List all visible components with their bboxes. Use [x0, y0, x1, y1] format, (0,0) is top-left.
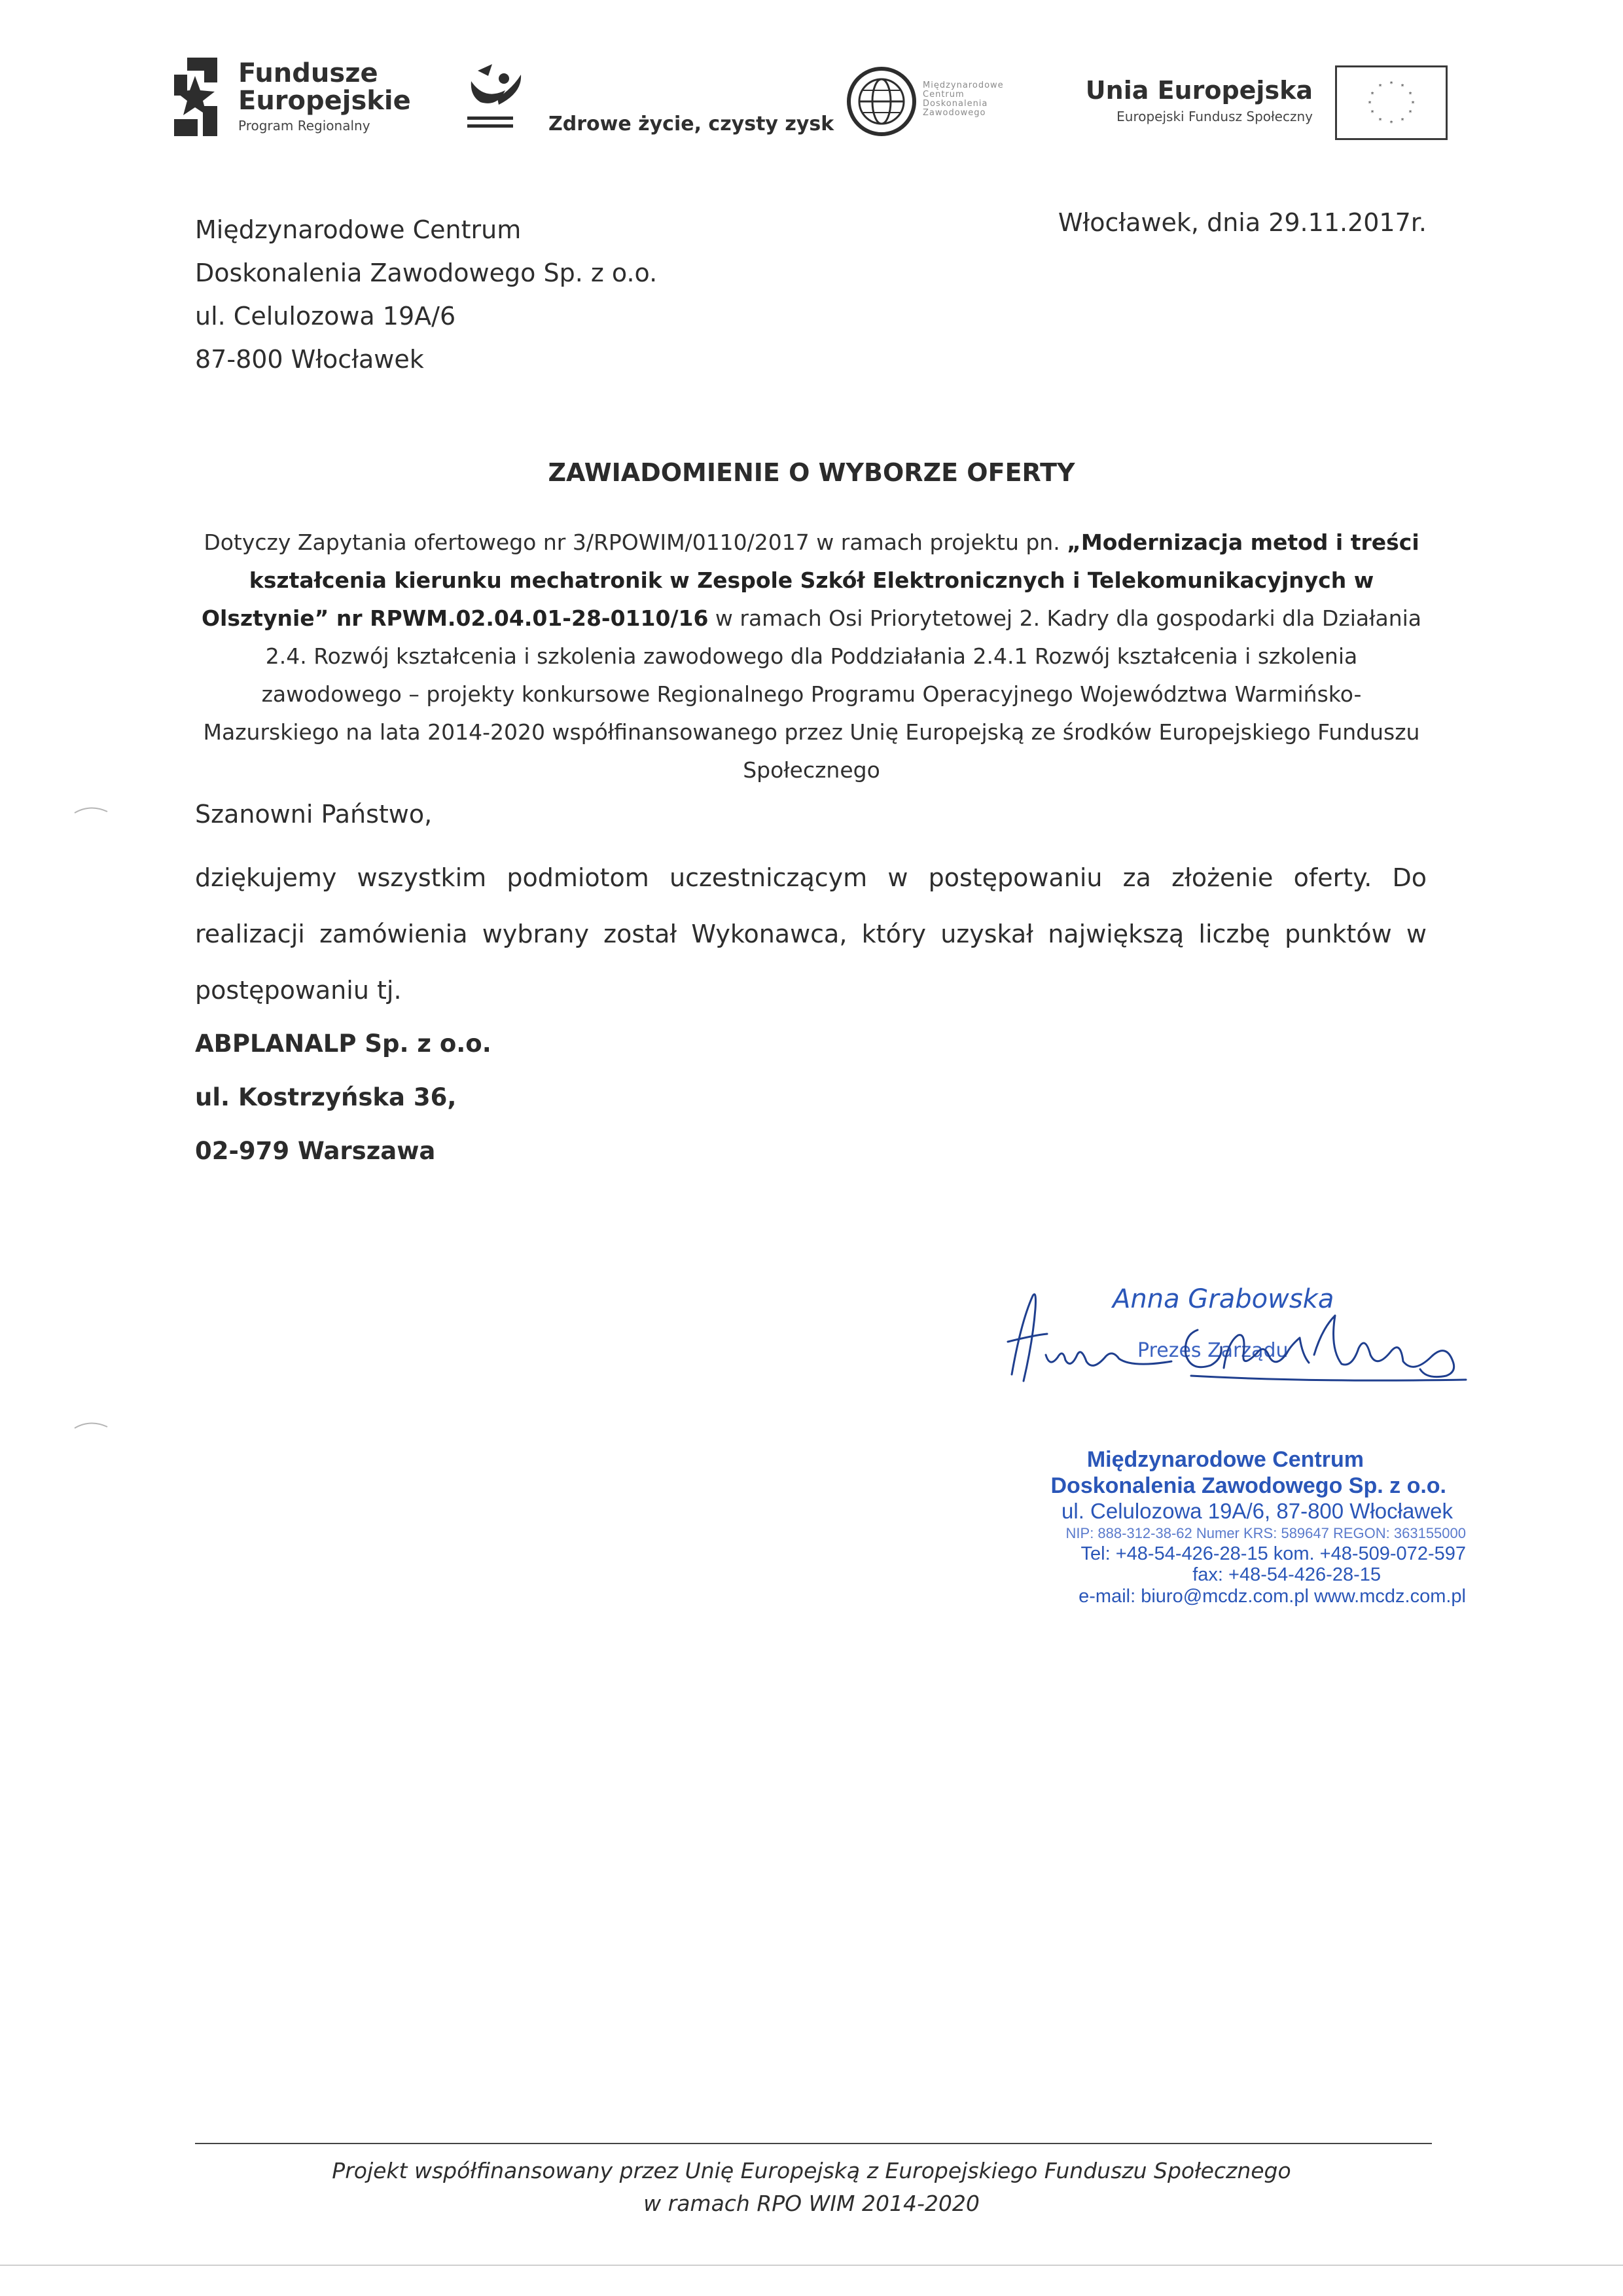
mcdz-logo-line3: Doskonalenia: [923, 99, 988, 109]
svg-text:*: *: [1389, 120, 1393, 127]
stamp-line2: Doskonalenia Zawodowego Sp. z o.o.: [1050, 1473, 1446, 1498]
scan-margin-mark: [73, 805, 109, 814]
body-paragraph: dziękujemy wszystkim podmiotom uczestniczącym w postępowaniu za złożenie oferty. Do realizacji zamówienia wybrany został Wykonawca, który uzyskał największą liczbę punktów w postępowaniu tj.: [195, 863, 1427, 1005]
svg-text:*: *: [1368, 100, 1372, 107]
svg-text:*: *: [1378, 83, 1382, 90]
subject-project-name: „Modernizacja metod i treści kształcenia kierunku mechatronik w Zespole Szkół Elektronicznych i Telekomunikacyjnych w Olsztynie” nr RPWM.02.04.01-28-0110/16: [201, 529, 1419, 631]
signatory-role: Prezes Zarządu: [1137, 1339, 1289, 1362]
svg-text:*: *: [1370, 91, 1374, 98]
stamp-line7: e-mail: biuro@mcdz.com.pl www.mcdz.com.pl: [1079, 1586, 1466, 1607]
greeting: Szanowni Państwo,: [195, 800, 433, 829]
footer-line1: Projekt współfinansowany przez Unię Europejską z Europejskiego Funduszu Społecznego: [332, 2158, 1291, 2183]
subject-text-1: Dotyczy Zapytania ofertowego nr 3/RPOWIM/0110/2017 w ramach projektu pn.: [204, 529, 1067, 555]
sender-line2: Doskonalenia Zawodowego Sp. z o.o.: [195, 259, 658, 287]
stamp-line4: NIP: 888-312-38-62 Numer KRS: 589647 REGON: 363155000: [1065, 1525, 1466, 1541]
warmia-mazury-bird-icon: [458, 62, 537, 135]
document-title: ZAWIADOMIENIE O WYBORZE OFERTY: [548, 458, 1075, 487]
company-stamp: [1021, 1446, 1466, 1607]
stamp-line6: fax: +48-54-426-28-15: [1192, 1564, 1381, 1585]
eu-logo-text: [1021, 77, 1313, 124]
sender-line1: Międzynarodowe Centrum: [195, 215, 522, 244]
scan-edge-line: [0, 2265, 1623, 2266]
stamp-line5: Tel: +48-54-426-28-15 kom. +48-509-072-597: [1080, 1543, 1466, 1564]
warmia-mazury-slogan: Zdrowe życie, czysty zysk: [548, 113, 834, 135]
svg-text:*: *: [1370, 109, 1374, 117]
fe-logo-line1: Fundusze: [238, 58, 378, 88]
footer-line2: w ramach RPO WIM 2014-2020: [643, 2191, 980, 2216]
handwritten-signature: [995, 1270, 1479, 1394]
svg-text:*: *: [1400, 117, 1404, 124]
mcdz-logo-text: [923, 81, 1004, 118]
mcdz-logo-line4: Zawodowego: [923, 108, 986, 118]
winner-street: ul. Kostrzyńska 36,: [195, 1083, 457, 1111]
sender-address: [195, 208, 657, 381]
svg-text:*: *: [1408, 91, 1412, 98]
signatory-name: Anna Grabowska: [1113, 1284, 1334, 1314]
footer-divider: [195, 2143, 1432, 2144]
sender-line4: 87-800 Włocławek: [195, 345, 424, 374]
footer-note: [0, 2155, 1623, 2220]
mcdz-logo-line1: Międzynarodowe: [923, 81, 1004, 90]
svg-text:*: *: [1400, 83, 1404, 90]
fe-logo-line3: Program Regionalny: [238, 118, 370, 134]
svg-text:*: *: [1389, 81, 1393, 88]
fundusze-europejskie-logo: [238, 60, 411, 132]
mcdz-logo-line2: Centrum: [923, 90, 965, 99]
eu-logo-line1: Unia Europejska: [1085, 76, 1313, 105]
eu-logo-line2: Europejski Fundusz Społeczny: [1116, 108, 1313, 124]
stamp-line3: ul. Celulozowa 19A/6, 87-800 Włocławek: [1061, 1499, 1453, 1523]
stamp-line1: Międzynarodowe Centrum: [1086, 1447, 1364, 1472]
svg-text:*: *: [1408, 109, 1412, 117]
eu-flag-icon: [1335, 65, 1448, 140]
winner-city: 02-979 Warszawa: [195, 1137, 436, 1165]
sender-line3: ul. Celulozowa 19A/6: [195, 302, 456, 331]
mcdz-globe-icon: [846, 65, 918, 137]
winner-name: ABPLANALP Sp. z o.o.: [195, 1030, 491, 1058]
svg-text:*: *: [1378, 117, 1382, 124]
fe-logo-line2: Europejskie: [238, 86, 411, 116]
scan-margin-mark: [73, 1420, 109, 1429]
subject-paragraph: [196, 524, 1427, 789]
winner-address: [195, 1017, 491, 1178]
date-line: Włocławek, dnia 29.11.2017r.: [1058, 208, 1427, 237]
svg-text:*: *: [1411, 100, 1415, 107]
subject-text-2: w ramach Osi Priorytetowej 2. Kadry dla gospodarki dla Działania 2.4. Rozwój kształcenia i szkolenia zawodowego dla Poddziałania 2.4.1 Rozwój kształcenia i szkolenia zawodowego – projekty konkursowe Regionalnego Programu Operacyjnego Województwa Warmińsko-Mazurskiego na lata 2014-2020 współfinansowanego przez Unię Europejską ze środków Europejskiego Funduszu Społecznego: [203, 605, 1422, 783]
fundusze-europejskie-star-icon: [171, 56, 219, 137]
